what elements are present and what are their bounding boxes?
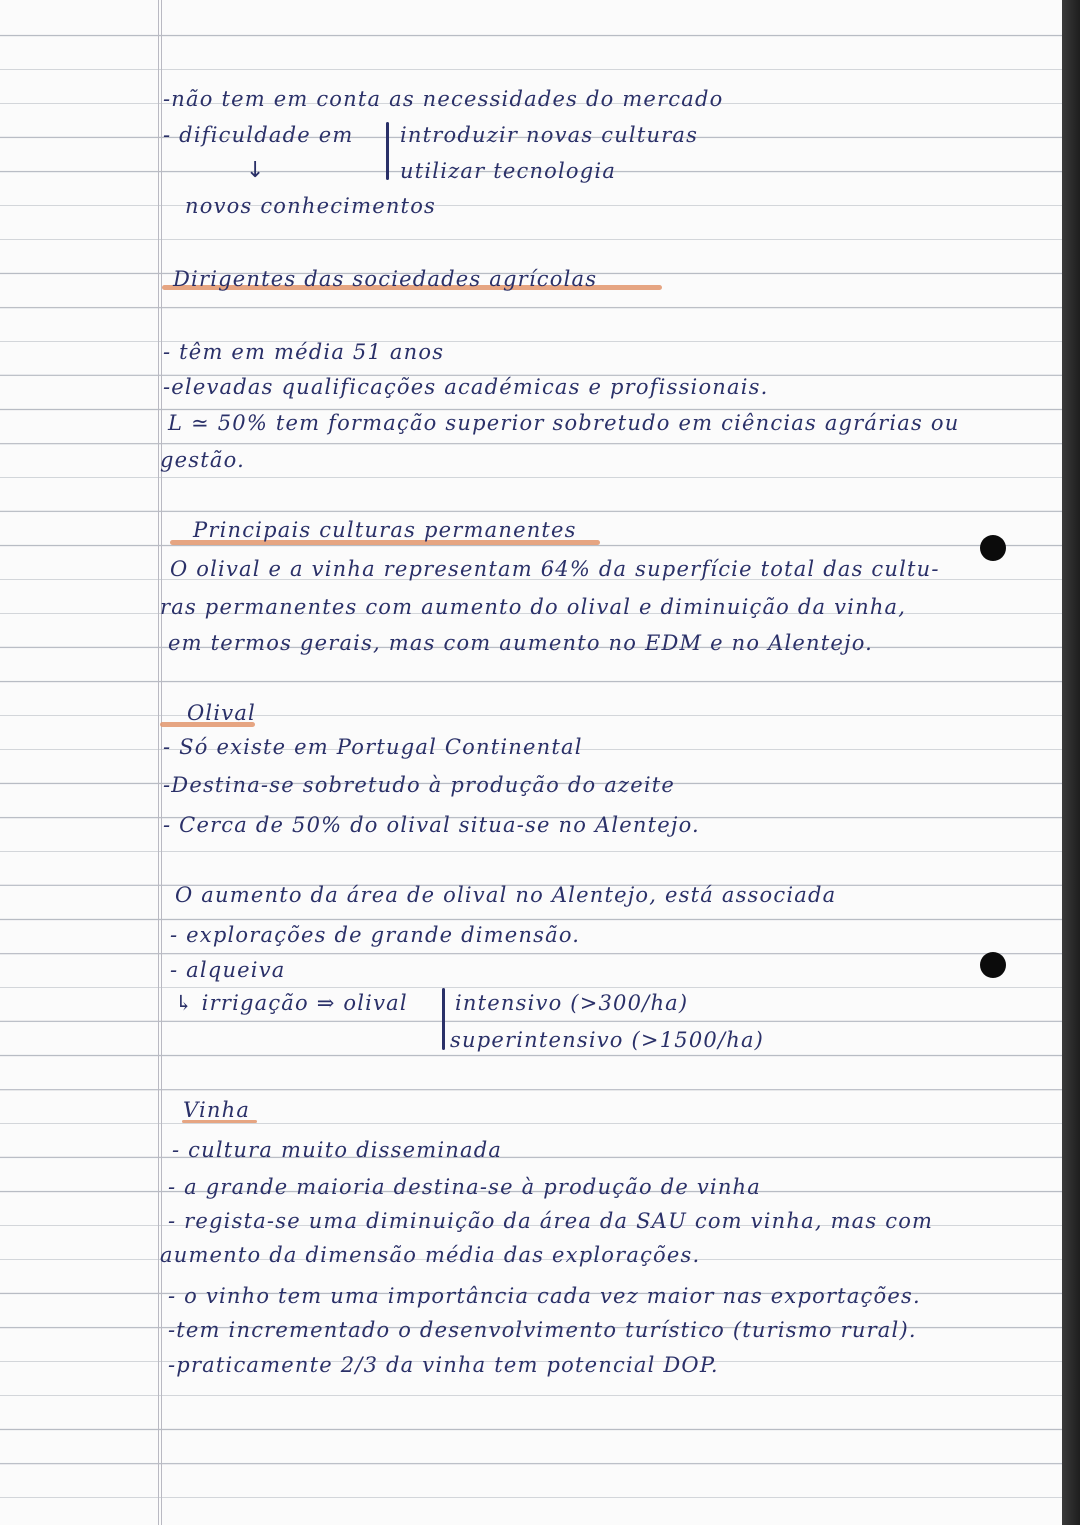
note-line: -elevadas qualificações académicas e profissionais. [163,375,769,399]
note-line: - Só existe em Portugal Continental [163,735,583,759]
note-line: superintensivo (>1500/ha) [450,1028,765,1052]
note-line: - Cerca de 50% do olival situa-se no Alentejo. [163,813,700,837]
note-line: - o vinho tem uma importância cada vez maior nas exportações. [168,1284,921,1308]
note-line: - regista-se uma diminuição da área da SAU com vinha, mas com [168,1209,934,1233]
note-line: - cultura muito disseminada [172,1138,503,1162]
note-line: - explorações de grande dimensão. [170,923,581,947]
note-line: - têm em média 51 anos [163,340,445,364]
note-line: introduzir novas culturas [400,123,699,147]
down-arrow-icon: ↓ [246,158,265,183]
section-heading-dirigentes: Dirigentes das sociedades agrícolas [173,267,598,291]
note-line: novos conhecimentos [185,194,437,218]
note-line: utilizar tecnologia [400,159,617,183]
note-line: - a grande maioria destina-se à produção de vinha [168,1175,761,1199]
section-heading-vinha: Vinha [183,1098,251,1122]
section-heading-principais: Principais culturas permanentes [193,518,577,542]
note-line: ↳ irrigação ⇒ olival [175,991,408,1015]
note-line: O olival e a vinha representam 64% da superfície total das cultu- [170,557,940,581]
note-line: em termos gerais, mas com aumento no EDM e no Alentejo. [168,631,874,655]
binder-hole [980,952,1006,978]
note-line: -tem incrementado o desenvolvimento turístico (turismo rural). [168,1318,917,1342]
section-heading-olival: Olival [187,701,256,725]
note-line: L ≃ 50% tem formação superior sobretudo em ciências agrárias ou [168,411,960,435]
note-line: intensivo (>300/ha) [455,991,689,1015]
binder-hole [980,535,1006,561]
margin-line [158,0,159,1525]
note-line: aumento da dimensão média das explorações. [160,1243,701,1267]
note-line: ras permanentes com aumento do olival e diminuição da vinha, [160,595,907,619]
note-line: gestão. [160,448,245,472]
brace-mark [442,988,445,1050]
note-line: - dificuldade em [163,123,354,147]
note-line: -Destina-se sobretudo à produção do azeite [163,773,676,797]
note-line: O aumento da área de olival no Alentejo, está associada [175,883,837,907]
margin-line-second [161,0,162,1525]
note-line: -não tem em conta as necessidades do mercado [163,87,724,111]
brace-mark [386,122,389,180]
note-line: -praticamente 2/3 da vinha tem potencial DOP. [168,1353,719,1377]
page-edge-shadow [1062,0,1080,1525]
note-line: - alqueiva [170,958,286,982]
